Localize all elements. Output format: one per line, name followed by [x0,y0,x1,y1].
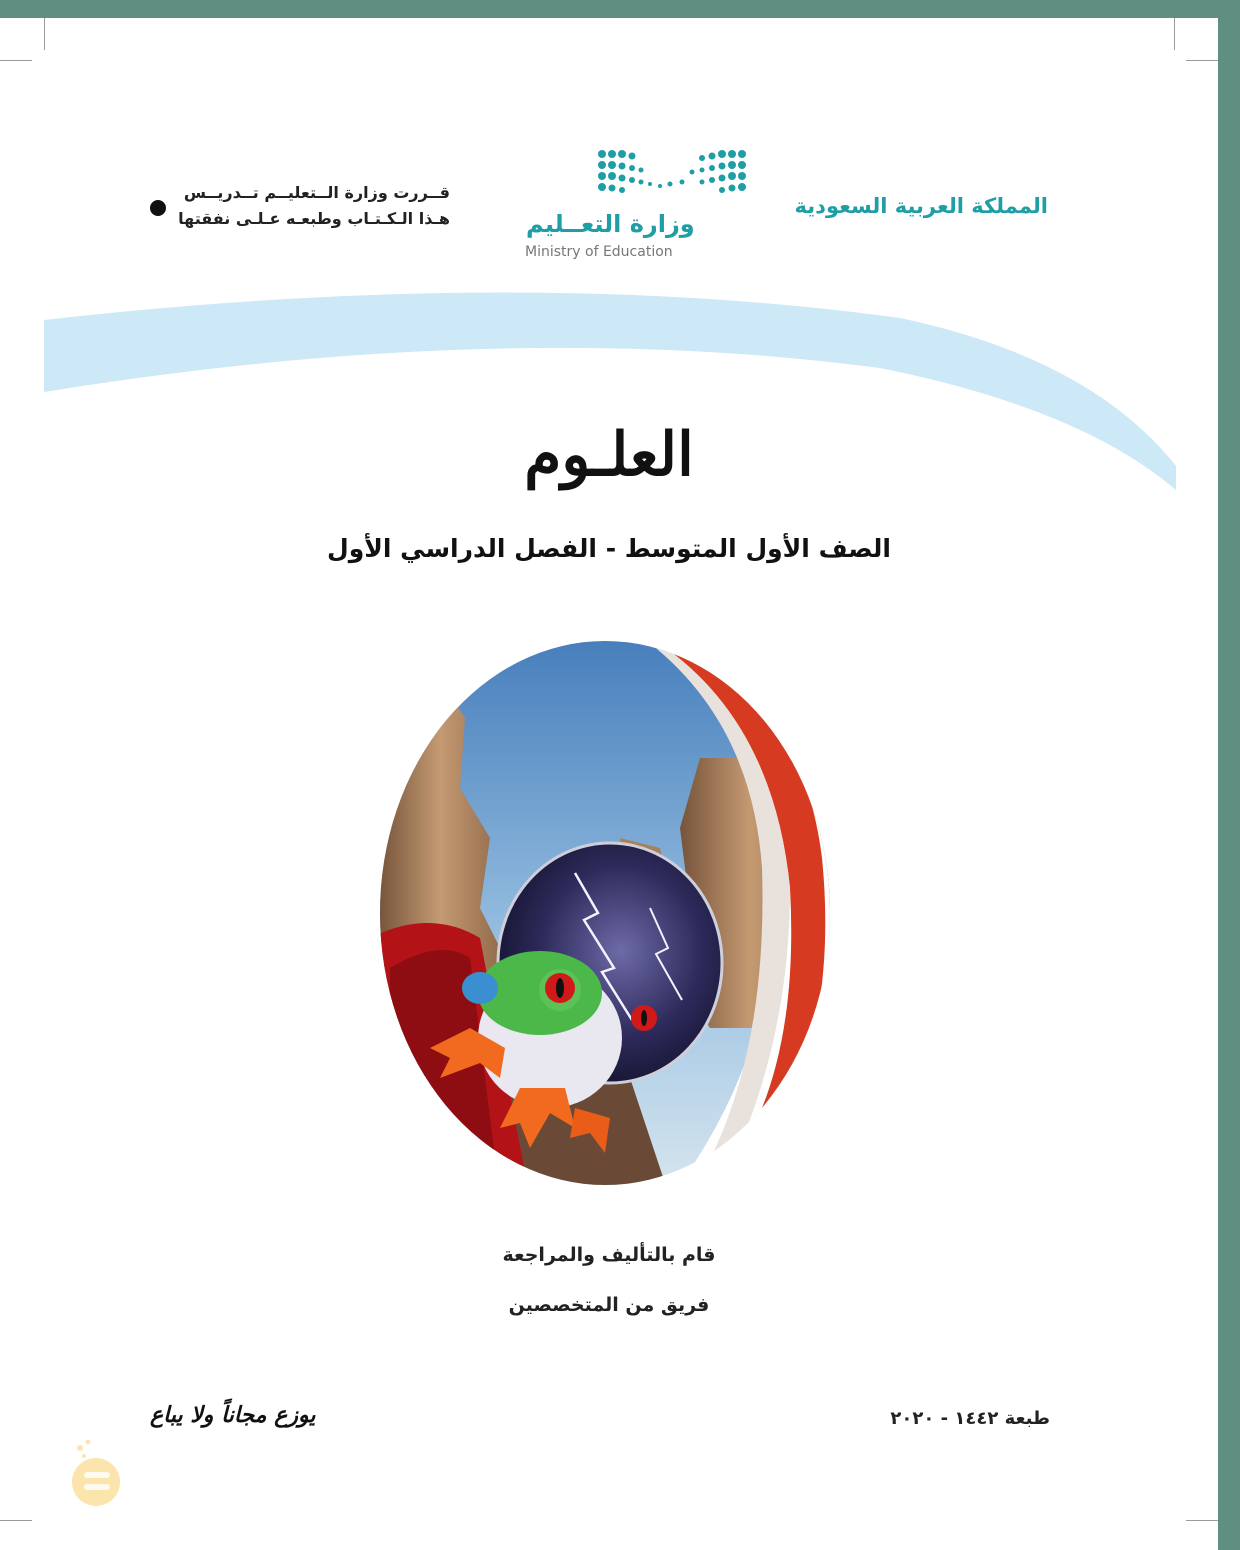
decree-line-2: هـذا الـكـتـاب وطبعـه عـلـى نفقتها [178,209,450,228]
crop-mark [1174,18,1175,50]
crop-mark [44,18,45,50]
book-subtitle: الصف الأول المتوسط - الفصل الدراسي الأول [327,534,891,563]
credits-line-1: قام بالتأليف والمراجعة [502,1244,716,1266]
ministry-name-en: Ministry of Education [525,244,673,260]
cover-illustration [370,608,850,1198]
bullet-icon [150,200,166,216]
crop-mark [1186,1520,1218,1521]
book-title: العلـوم [524,420,694,490]
ministry-name-ar: وزارة التعــليم [526,210,695,238]
free-distribution-note: يوزع مجاناً ولا يباع [150,1402,316,1428]
watermark-logo-icon [66,1430,126,1510]
kingdom-name: المملكة العربية السعودية [794,194,1048,218]
crop-mark [0,1520,32,1521]
crop-mark [1186,60,1218,61]
edition-info: طبعة ١٤٤٢ - ٢٠٢٠ [890,1408,1050,1429]
credits-line-2: فريق من المتخصصين [508,1294,710,1316]
decree-line-1: قــررت وزارة الــتعليــم تــدريــس [183,183,450,202]
cover-page [0,18,1218,1550]
crop-mark [0,60,32,61]
decree-statement [178,180,450,232]
